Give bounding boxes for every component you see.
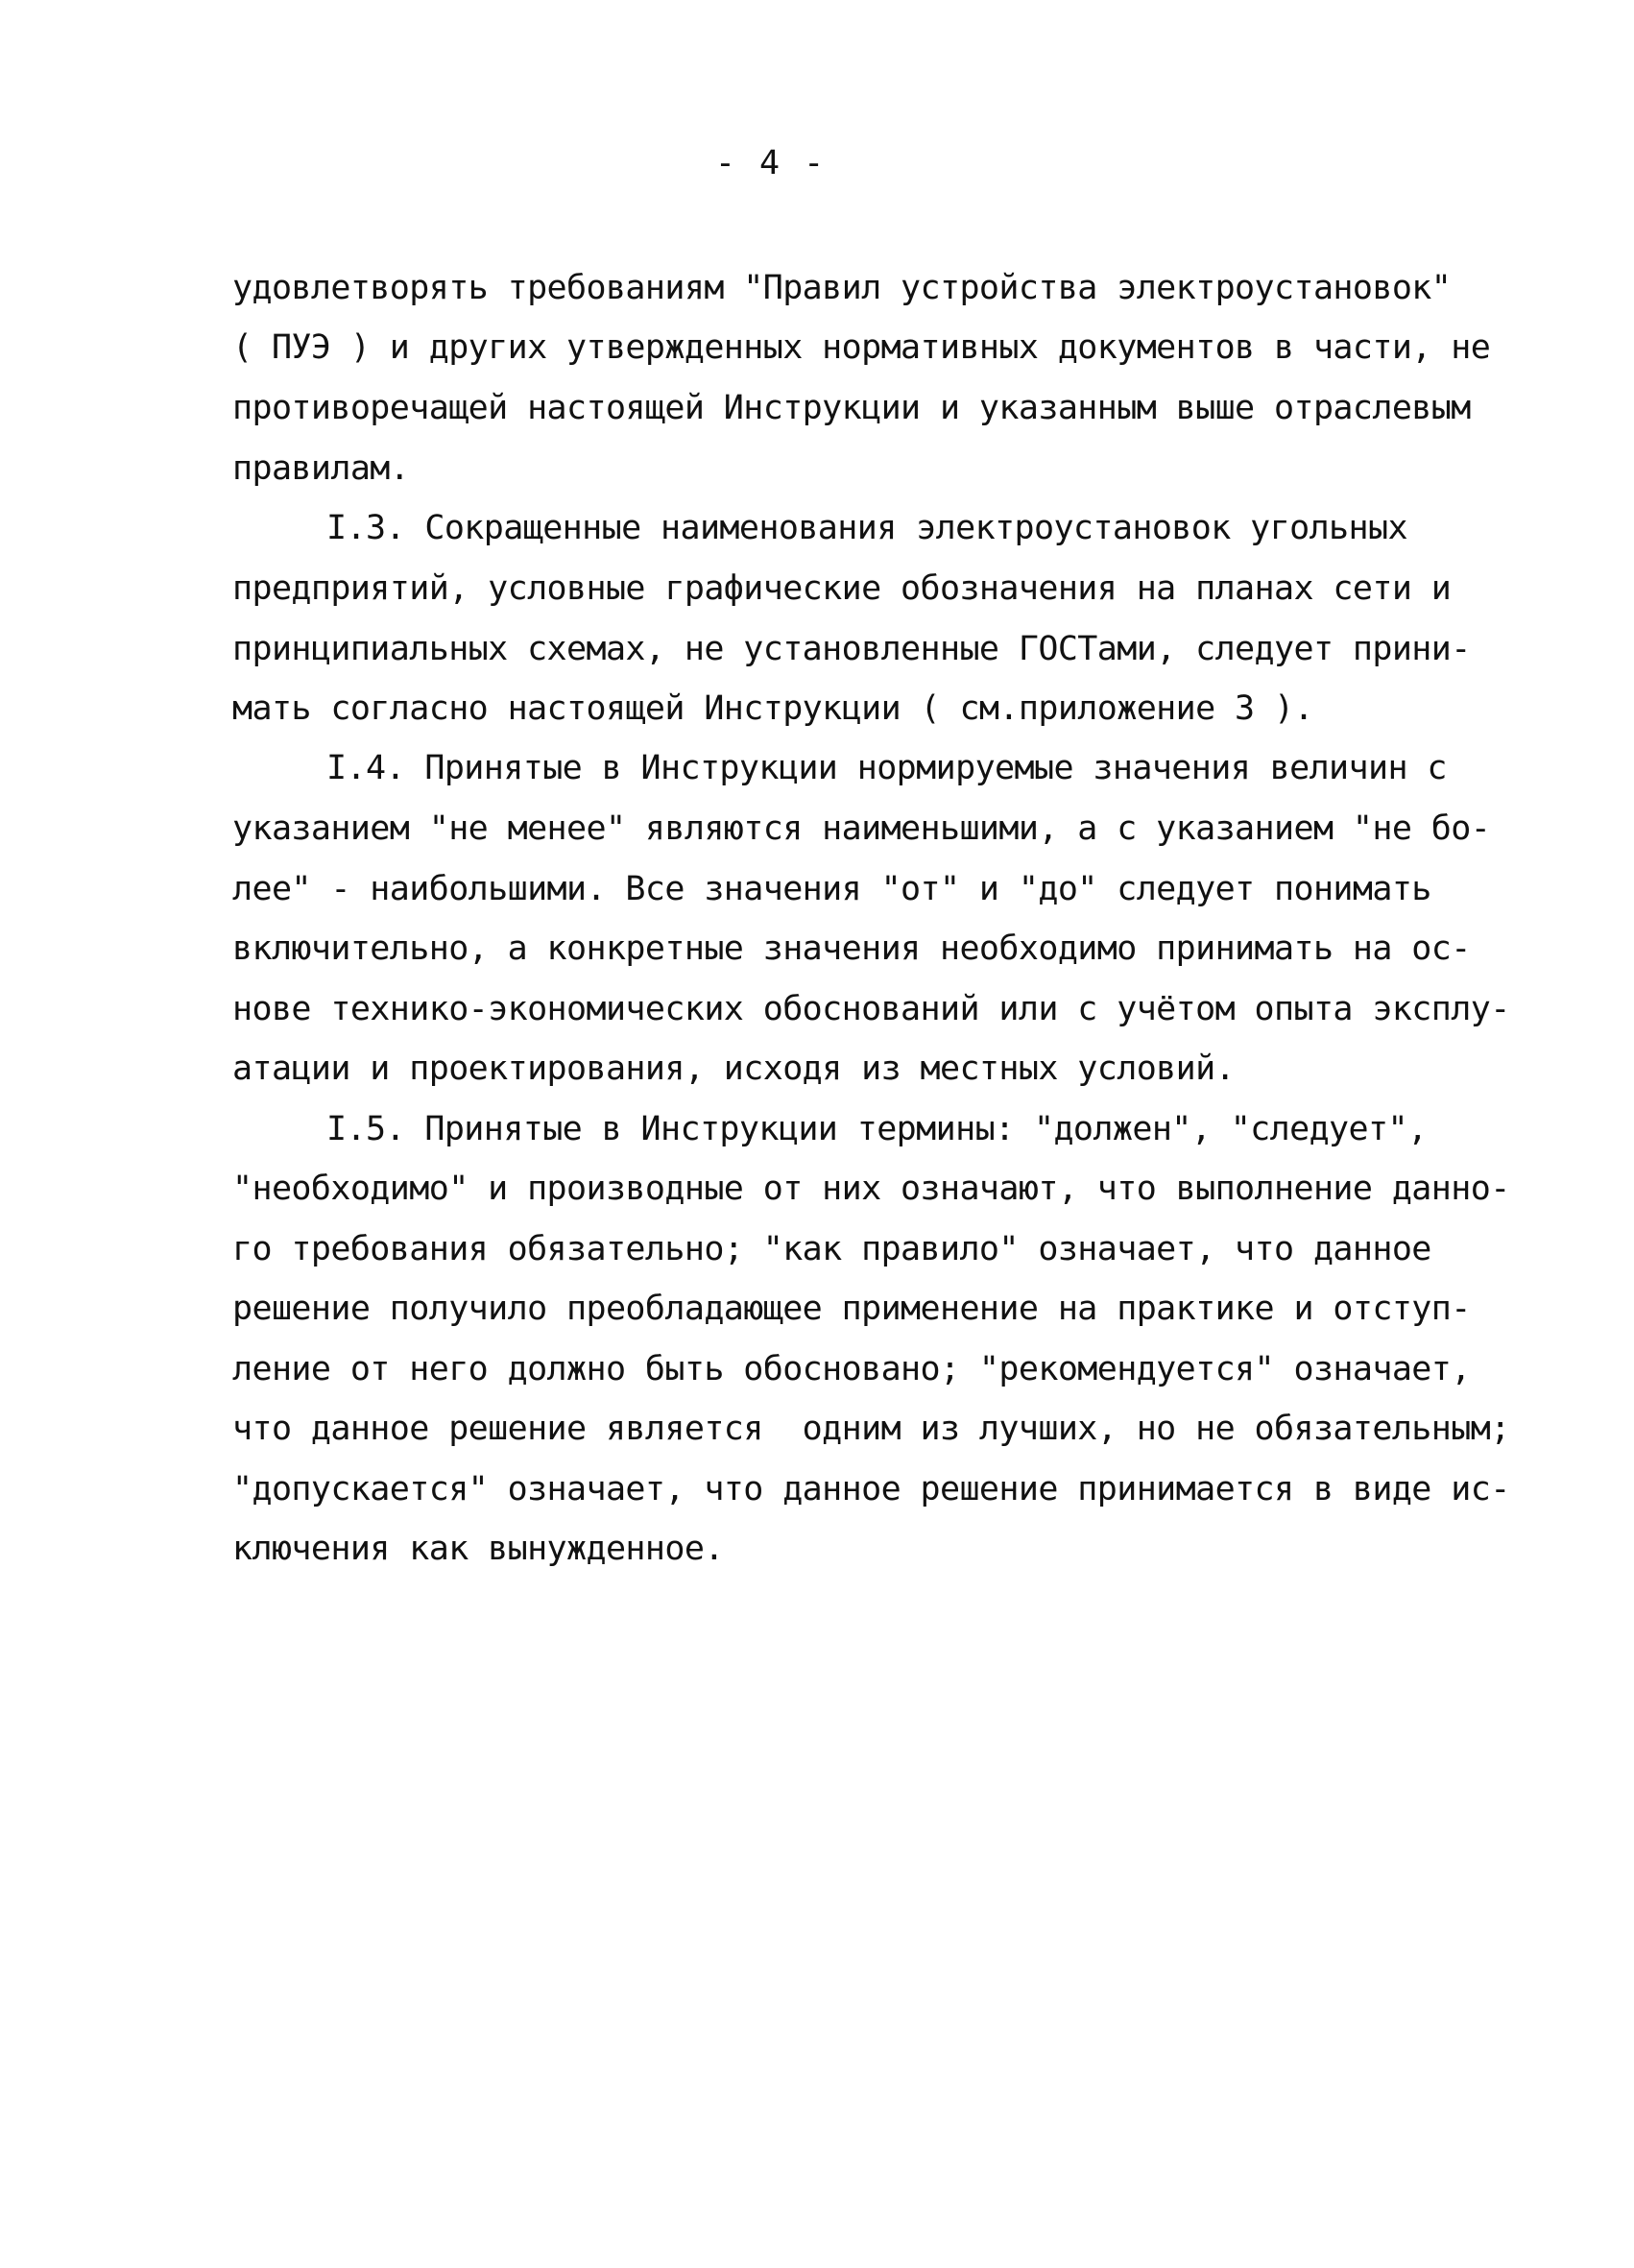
text-line: предприятий, условные графические обозначения на планах сети и: [232, 569, 1452, 608]
text-line: включительно, а конкретные значения необходимо принимать на ос-: [232, 929, 1471, 968]
text-line: удовлетворять требованиям "Правил устройства электроустановок": [232, 269, 1452, 307]
text-line: лее" - наибольшими. Все значения "от" и "до" следует понимать: [232, 870, 1431, 908]
page-number: - 4 -: [714, 144, 827, 182]
text-line: атации и проектирования, исходя из местных условий.: [232, 1050, 1236, 1088]
text-line: принципиальных схемах, не установленные ГОСТами, следует прини-: [232, 630, 1471, 668]
paragraph-1-4-first-line: I.4. Принятые в Инструкции нормируемые значения величин с: [326, 749, 1447, 787]
text-line: "допускается" означает, что данное решение принимается в виде ис-: [232, 1470, 1510, 1508]
text-line: решение получило преобладающее применение на практике и отступ-: [232, 1290, 1471, 1328]
text-line: противоречащей настоящей Инструкции и указанным выше отраслевым: [232, 389, 1471, 427]
text-line: правилам.: [232, 449, 410, 488]
text-line: "необходимо" и производные от них означают, что выполнение данно-: [232, 1170, 1510, 1208]
text-line: указанием "не менее" являются наименьшими, а с указанием "не бо-: [232, 809, 1491, 848]
text-line: ключения как вынужденное.: [232, 1530, 724, 1568]
text-line: го требования обязательно; "как правило" означает, что данное: [232, 1230, 1431, 1268]
text-line: ление от него должно быть обосновано; "рекомендуется" означает,: [232, 1350, 1471, 1388]
paragraph-1-5-first-line: I.5. Принятые в Инструкции термины: "должен", "следует",: [326, 1110, 1428, 1148]
text-line: мать согласно настоящей Инструкции ( см.приложение 3 ).: [232, 689, 1313, 728]
text-line: ( ПУЭ ) и других утвержденных нормативных документов в части, не: [232, 328, 1491, 367]
paragraph-1-3-first-line: I.3. Сокращенные наименования электроустановок угольных: [326, 509, 1407, 547]
text-line: что данное решение является одним из лучших, но не обязательным;: [232, 1410, 1510, 1448]
text-line: нове технико-экономических обоснований или с учётом опыта эксплу-: [232, 990, 1510, 1028]
